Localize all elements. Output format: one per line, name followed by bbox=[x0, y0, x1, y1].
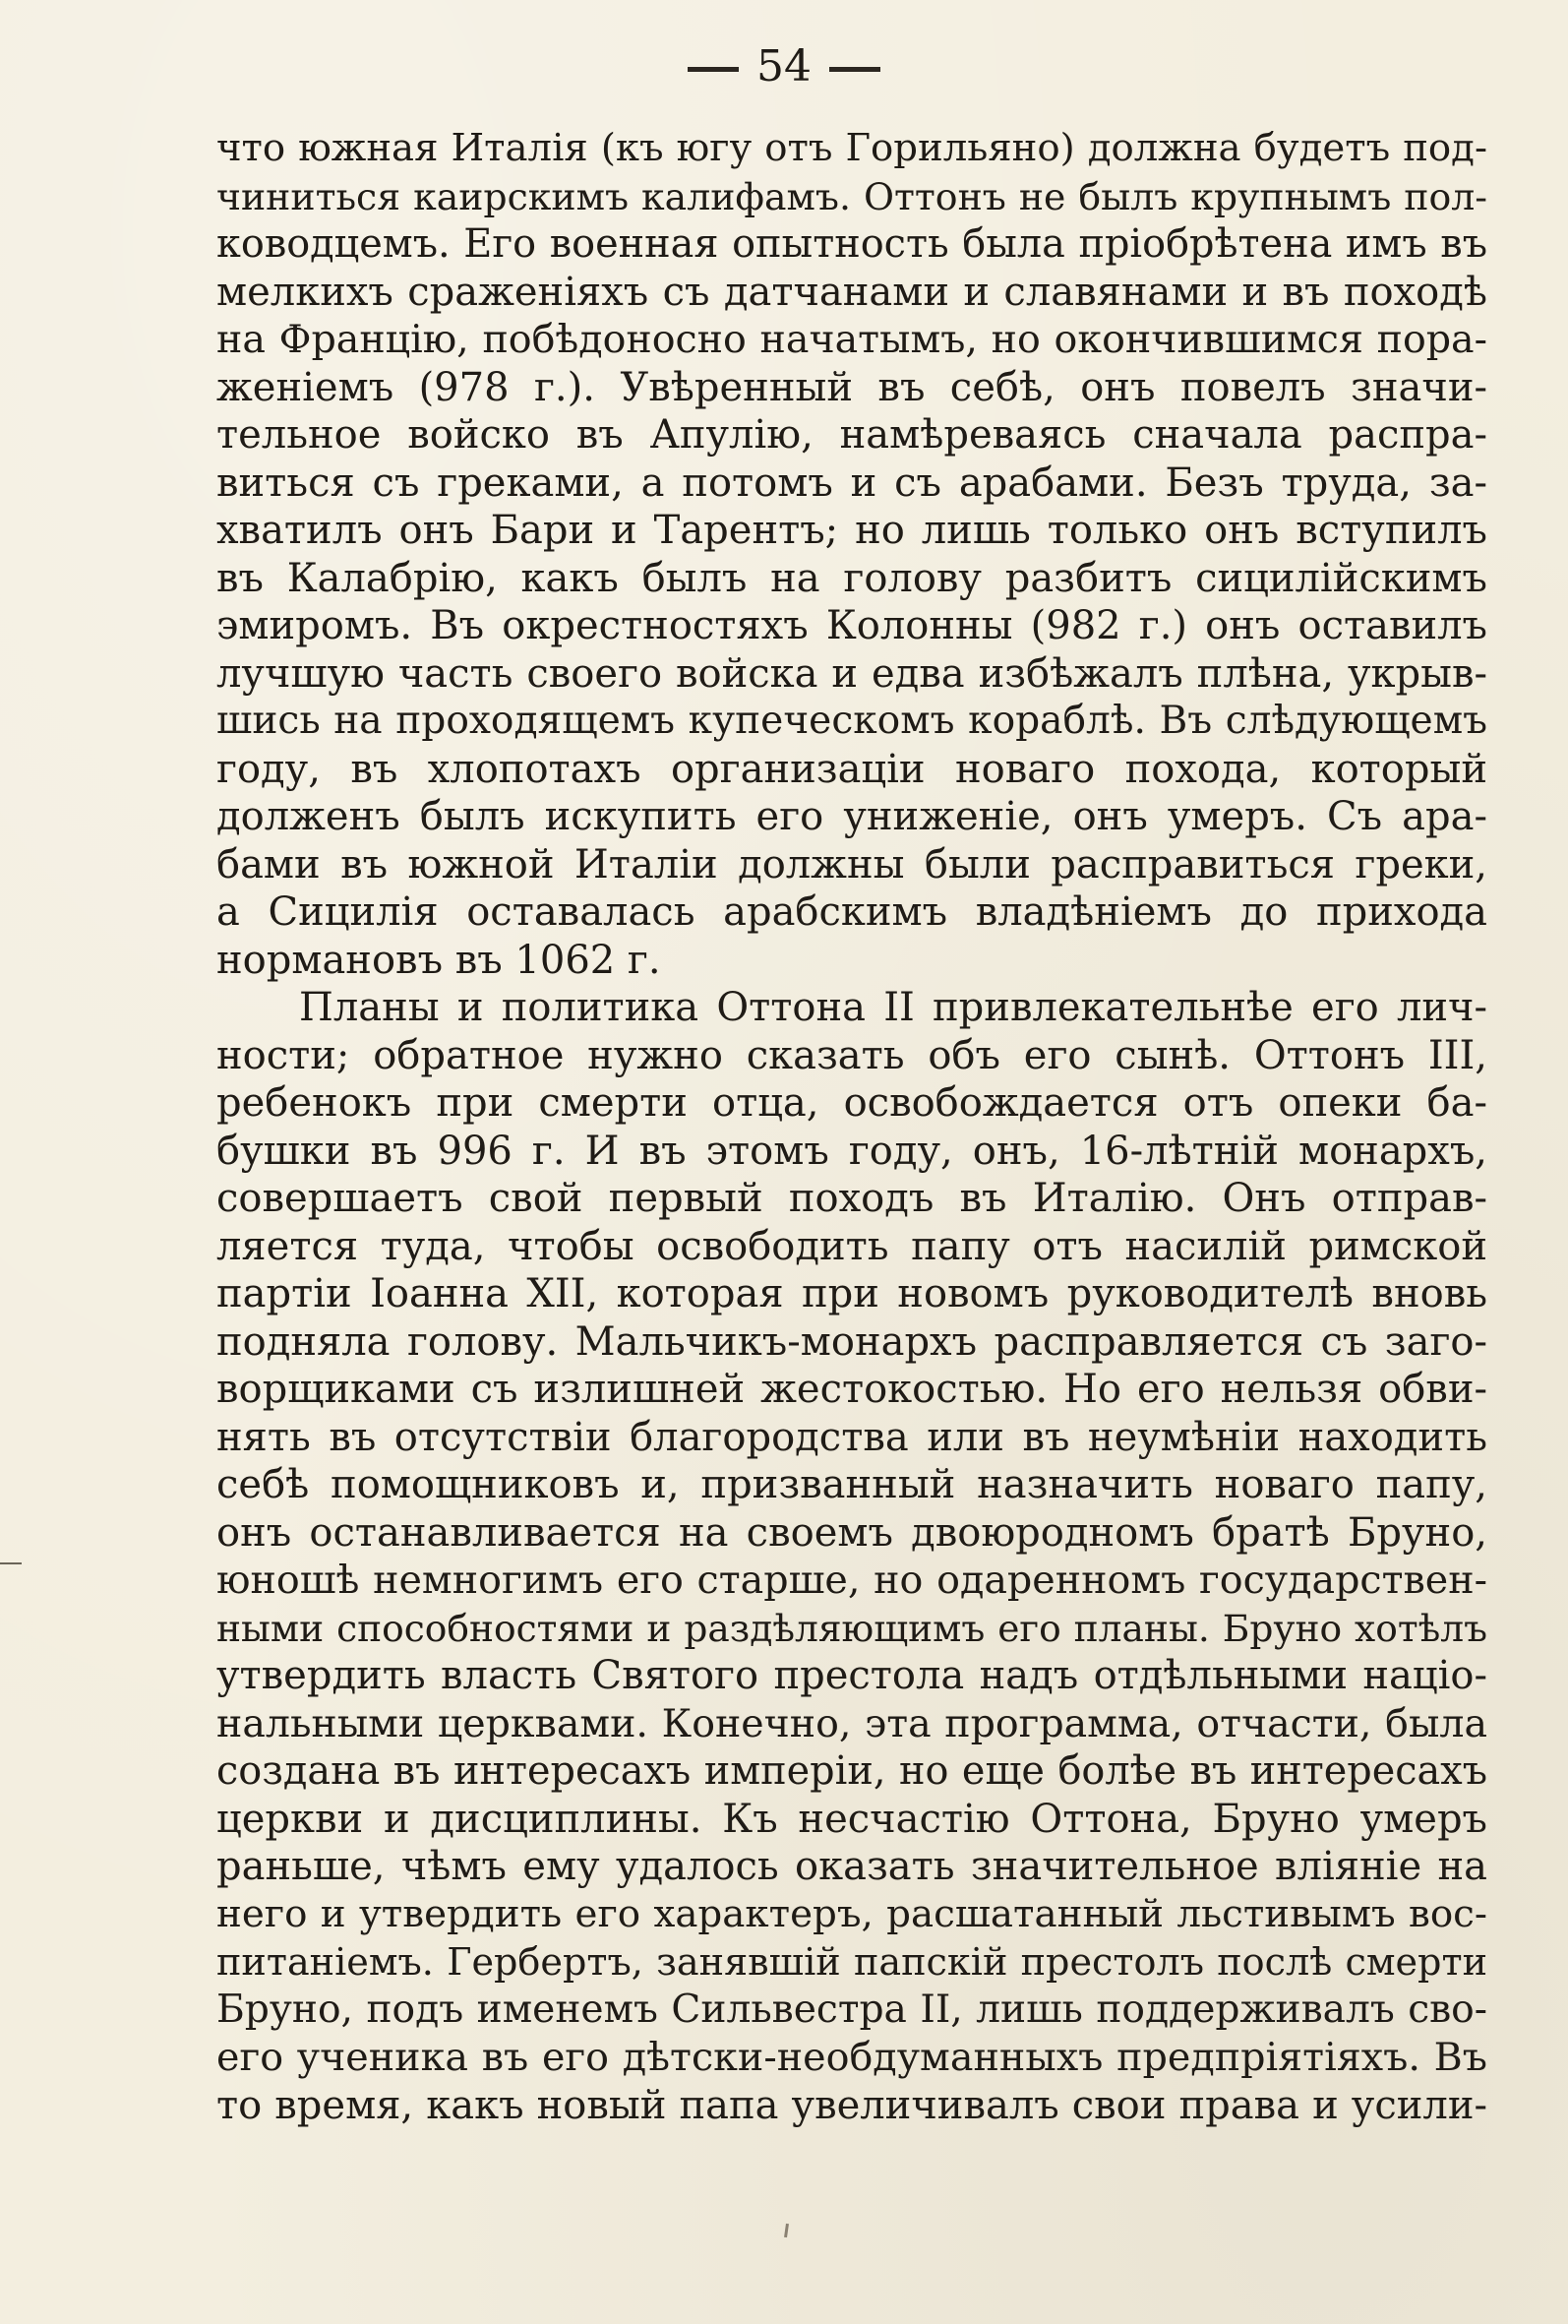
text-line: году, въ хлопотахъ организаціи новаго похода, который bbox=[216, 746, 1487, 792]
text-line: ворщиками съ излишней жестокостью. Но его нельзя обви- bbox=[216, 1367, 1487, 1412]
page-header bbox=[0, 39, 1568, 94]
text-line: эмиромъ. Въ окрестностяхъ Колонны (982 г.) онъ оставилъ bbox=[216, 603, 1487, 648]
text-line: виться съ греками, а потомъ и съ арабами. Безъ труда, за- bbox=[216, 459, 1487, 506]
header-dash-right bbox=[829, 67, 880, 72]
text-line: онъ останавливается на своемъ двоюродномъ братѣ Бруно, bbox=[216, 1509, 1487, 1556]
text-line: партіи Іоанна XII, которая при новомъ руководителѣ вновь bbox=[216, 1271, 1487, 1316]
text-line: нальными церквами. Конечно, эта программа, отчасти, была bbox=[216, 1700, 1487, 1746]
text-line: ководцемъ. Его военная опытность была пріобрѣтена имъ въ bbox=[216, 221, 1487, 267]
text-line: Бруно, подъ именемъ Сильвестра II, лишь поддерживалъ сво- bbox=[216, 1987, 1487, 2032]
text-line: женіемъ (978 г.). Увѣренный въ себѣ, онъ повелъ значи- bbox=[216, 364, 1487, 410]
text-line: мелкихъ сраженіяхъ съ датчанами и славянами и въ походѣ bbox=[216, 269, 1487, 315]
margin-mark bbox=[0, 1562, 22, 1564]
text-line: хватилъ онъ Бари и Тарентъ; но лишь только онъ вступилъ bbox=[216, 508, 1487, 553]
text-line: лучшую часть своего войска и едва избѣжалъ плѣна, укрыв- bbox=[216, 650, 1487, 697]
text-line: себѣ помощниковъ и, призванный назначить новаго папу, bbox=[216, 1462, 1487, 1507]
text-line: подняла голову. Мальчикъ-монархъ расправляется съ заго- bbox=[216, 1318, 1487, 1365]
text-line: утвердить власть Святого престола надъ отдѣльными націо- bbox=[216, 1653, 1487, 1698]
text-line: то время, какъ новый папа увеличивалъ свои права и усили- bbox=[216, 2082, 1487, 2128]
text-line: юношѣ немногимъ его старше, но одаренномъ государствен- bbox=[216, 1558, 1487, 1603]
text-line: шись на проходящемъ купеческомъ кораблѣ. Въ слѣдующемъ bbox=[216, 699, 1487, 743]
text-line: совершаетъ свой первый походъ въ Италію. Онъ отправ- bbox=[216, 1176, 1487, 1221]
text-line: бами въ южной Италіи должны были расправиться греки, bbox=[216, 841, 1487, 887]
text-line: церкви и дисциплины. Къ несчастію Оттона, Бруно умеръ bbox=[216, 1796, 1487, 1842]
text-line: создана въ интересахъ имперіи, но еще болѣе въ интересахъ bbox=[216, 1748, 1487, 1794]
text-line-paragraph-start: Планы и политика Оттона II привлекательнѣе его лич- bbox=[299, 985, 1487, 1030]
page-number: 54 bbox=[756, 41, 812, 92]
header-dash-left bbox=[688, 67, 739, 72]
text-line: на Францію, побѣдоносно начатымъ, но окончившимся пора- bbox=[216, 317, 1487, 362]
text-line: нять въ отсутствіи благородства или въ неумѣніи находить bbox=[216, 1414, 1487, 1460]
text-line: ности; обратное нужно сказать объ его сынѣ. Оттонъ III, bbox=[216, 1032, 1487, 1078]
text-line: его ученика въ его дѣтски-необдуманныхъ предпріятіяхъ. Въ bbox=[216, 2035, 1487, 2080]
text-line: тельное войско въ Апулію, намѣреваясь сначала распра- bbox=[216, 412, 1487, 458]
body-text bbox=[216, 125, 1487, 2129]
text-line: питаніемъ. Гербертъ, занявшій папскій престолъ послѣ смерти bbox=[216, 1940, 1487, 1984]
text-line-paragraph-end: нормановъ въ 1062 г. bbox=[216, 937, 661, 983]
text-line: долженъ былъ искупить его униженіе, онъ умеръ. Съ ара- bbox=[216, 794, 1487, 839]
text-line: что южная Италія (къ югу отъ Горильяно) должна будетъ под- bbox=[216, 126, 1487, 170]
text-line: бушки въ 996 г. И въ этомъ году, онъ, 16-лѣтній монархъ, bbox=[216, 1128, 1487, 1174]
text-line: него и утвердить его характеръ, расшатанный льстивымъ вос- bbox=[216, 1891, 1487, 1936]
text-line: а Сицилія оставалась арабскимъ владѣніемъ до прихода bbox=[216, 889, 1487, 935]
paper-speck bbox=[784, 2224, 789, 2237]
text-line: въ Калабрію, какъ былъ на голову разбитъ сицилійскимъ bbox=[216, 555, 1487, 601]
text-line: раньше, чѣмъ ему удалось оказать значительное вліяніе на bbox=[216, 1844, 1487, 1889]
text-line: ными способностями и раздѣляющимъ его планы. Бруно хотѣлъ bbox=[216, 1606, 1487, 1650]
text-line: чиниться каирскимъ калифамъ. Оттонъ не былъ крупнымъ пол- bbox=[216, 174, 1487, 218]
text-line: ляется туда, чтобы освободить папу отъ насилій римской bbox=[216, 1223, 1487, 1269]
text-line: ребенокъ при смерти отца, освобождается отъ опеки ба- bbox=[216, 1080, 1487, 1126]
